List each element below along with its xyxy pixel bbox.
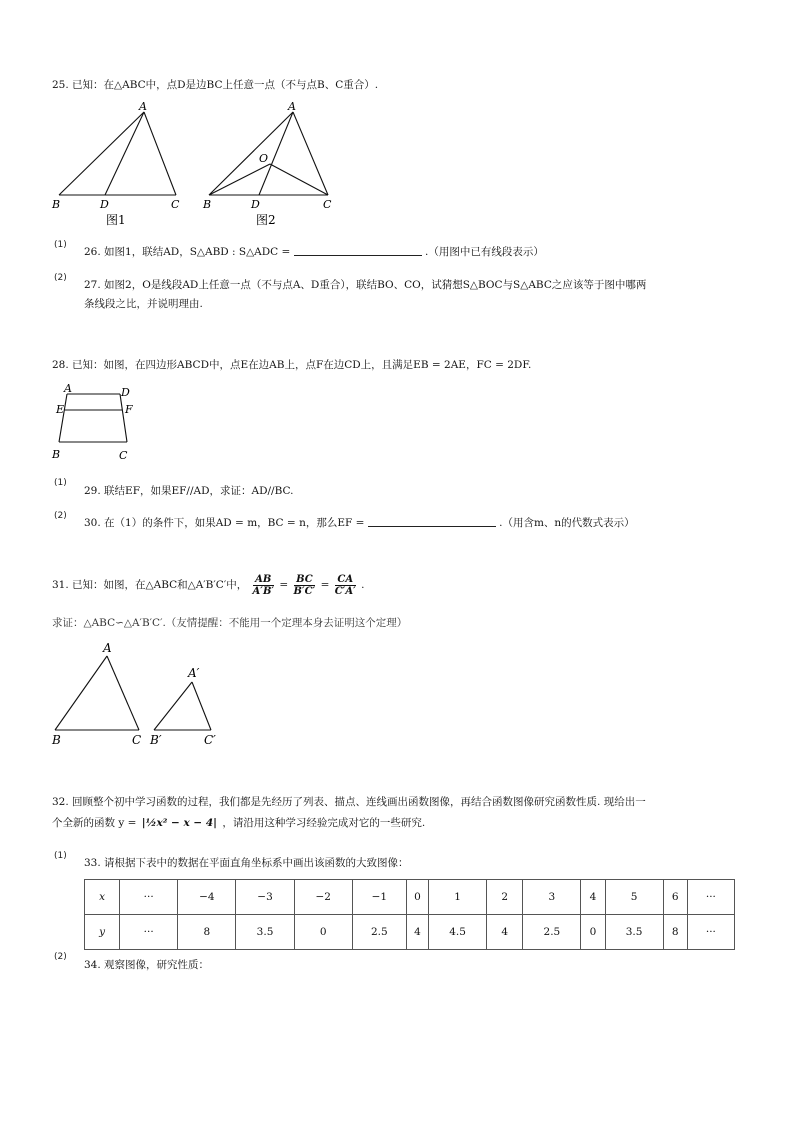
table-cell: 1: [429, 880, 487, 915]
q31-frac2-den: B′C′: [293, 585, 316, 597]
q31-prove: 求证：△ABC∽△A′B′C′.（友情提醒：不能用一个定理本身去证明这个定理）: [52, 617, 408, 629]
q26-question: [84, 245, 544, 259]
q31-figure: [48, 638, 228, 753]
table-cell: 4: [487, 915, 523, 950]
q27-marker: (2): [54, 273, 67, 283]
q31-frac2-num: BC: [294, 574, 316, 586]
table-cell: 2: [487, 880, 523, 915]
q28-label-e: E: [56, 403, 65, 416]
q31-fraction-1: [253, 574, 274, 597]
q31-label-c-prime: C′: [204, 733, 216, 747]
q26-text-before: 26. 如图1，联结AD，S△ABD : S△ADC =: [84, 246, 291, 258]
fig2-label-c: C: [323, 198, 332, 211]
table-row-x: [85, 880, 735, 915]
q31-stem: [52, 572, 364, 606]
table-cell: 3.5: [236, 915, 294, 950]
table-cell: 0: [294, 915, 352, 950]
table-header-x: x: [85, 880, 120, 915]
table-cell: −4: [178, 880, 236, 915]
q31-stem-text: 31. 已知：如图，在△ABC和△A′B′C′中，: [52, 579, 248, 591]
table-cell: 8: [663, 915, 687, 950]
q31-label-b-prime: B′: [150, 733, 162, 747]
table-header-y: y: [85, 915, 120, 950]
q34-marker: (2): [54, 952, 67, 962]
q33-data-table: [84, 879, 735, 950]
fig2-label-o: O: [259, 152, 269, 165]
table-cell: ···: [687, 880, 734, 915]
table-cell: 3.5: [605, 915, 663, 950]
table-cell: 8: [178, 915, 236, 950]
q32-function: |½x² − x − 4|: [141, 817, 217, 829]
fig1-label-b: B: [52, 198, 61, 211]
q31-eq-1: =: [279, 579, 289, 591]
table-cell: 4.5: [429, 915, 487, 950]
q30-question: [84, 516, 635, 530]
q31-label-a-prime: A′: [188, 666, 200, 680]
table-cell: 0: [581, 915, 605, 950]
q25-figure-1: [48, 98, 198, 228]
q31-eq-2: =: [320, 579, 330, 591]
fig1-label-c: C: [171, 198, 180, 211]
table-cell: 0: [406, 880, 428, 915]
fig2-label-a: A: [288, 100, 296, 113]
table-cell: 4: [406, 915, 428, 950]
fig2-label-d: D: [251, 198, 260, 211]
table-cell: ···: [687, 915, 734, 950]
table-cell: 3: [523, 880, 581, 915]
q31-fraction-3: [335, 574, 356, 597]
q31-frac3-den: C′A′: [334, 585, 356, 597]
q28-label-a: A: [64, 382, 72, 395]
q32-line2-before: 个全新的函数 y =: [52, 817, 137, 829]
q32-line-1: 32. 回顾整个初中学习函数的过程，我们都是先经历了列表、描点、连线画出函数图像，再结合函数图像研究函数性质. 现给出一: [52, 796, 646, 808]
q28-label-f: F: [125, 403, 133, 416]
q31-frac1-num: AB: [253, 574, 274, 586]
table-row-y: [85, 915, 735, 950]
q34-text: 34. 观察图像，研究性质：: [84, 959, 210, 971]
q28-figure: [50, 380, 150, 465]
table-cell: 2.5: [352, 915, 406, 950]
q31-label-a: A: [103, 641, 112, 655]
q27-line-1: 27. 如图2，O是线段AD上任意一点（不与点A、D重合），联结BO、CO，试猜想S△BOC与S△ABC之应该等于图中哪两: [84, 279, 647, 291]
table-cell: −3: [236, 880, 294, 915]
q26-text-after: .（用图中已有线段表示）: [425, 246, 544, 258]
q32-line2-after: ，请沿用这种学习经验完成对它的一些研究.: [222, 817, 426, 829]
q33-text: 33. 请根据下表中的数据在平面直角坐标系中画出该函数的大致图像：: [84, 857, 409, 869]
q32-line-2: [52, 816, 425, 830]
q31-label-c: C: [132, 733, 142, 747]
q28-label-c: C: [119, 449, 128, 462]
q31-label-b: B: [52, 733, 61, 747]
fig1-caption: 图1: [106, 213, 126, 227]
q25-figure-2: [198, 98, 348, 228]
table-cell: 6: [663, 880, 687, 915]
fig1-label-d: D: [100, 198, 109, 211]
q25-stem: 25. 已知：在△ABC中，点D是边BC上任意一点（不与点B、C重合）.: [52, 79, 379, 91]
q26-marker: (1): [54, 240, 67, 250]
q30-text-before: 30. 在（1）的条件下，如果AD = m，BC = n，那么EF =: [84, 517, 365, 529]
q30-text-after: .（用含m、n的代数式表示）: [499, 517, 635, 529]
table-cell: ···: [120, 915, 178, 950]
q28-label-b: B: [52, 448, 61, 461]
table-cell: 2.5: [523, 915, 581, 950]
q31-period: .: [361, 579, 365, 591]
q28-label-d: D: [121, 386, 130, 399]
q28-stem: 28. 已知：如图，在四边形ABCD中，点E在边AB上，点F在边CD上，且满足EB = 2AE，FC = 2DF.: [52, 359, 532, 371]
q30-marker: (2): [54, 511, 67, 521]
table-cell: −1: [352, 880, 406, 915]
table-cell: 5: [605, 880, 663, 915]
fig2-label-b: B: [203, 198, 212, 211]
q29-marker: (1): [54, 478, 67, 488]
table-cell: −2: [294, 880, 352, 915]
q31-fraction-2: [294, 574, 316, 597]
table-cell: ···: [120, 880, 178, 915]
table-cell: 4: [581, 880, 605, 915]
q31-frac3-num: CA: [335, 574, 356, 586]
q30-answer-blank[interactable]: [368, 516, 496, 527]
q27-line-2: 条线段之比，并说明理由.: [84, 298, 203, 310]
fig1-label-a: A: [139, 100, 147, 113]
q31-frac1-den: A′B′: [252, 585, 275, 597]
fig2-caption: 图2: [256, 213, 276, 227]
q26-answer-blank[interactable]: [294, 245, 422, 256]
q29-text: 29. 联结EF，如果EF//AD，求证：AD//BC.: [84, 485, 294, 497]
q33-marker: (1): [54, 851, 67, 861]
